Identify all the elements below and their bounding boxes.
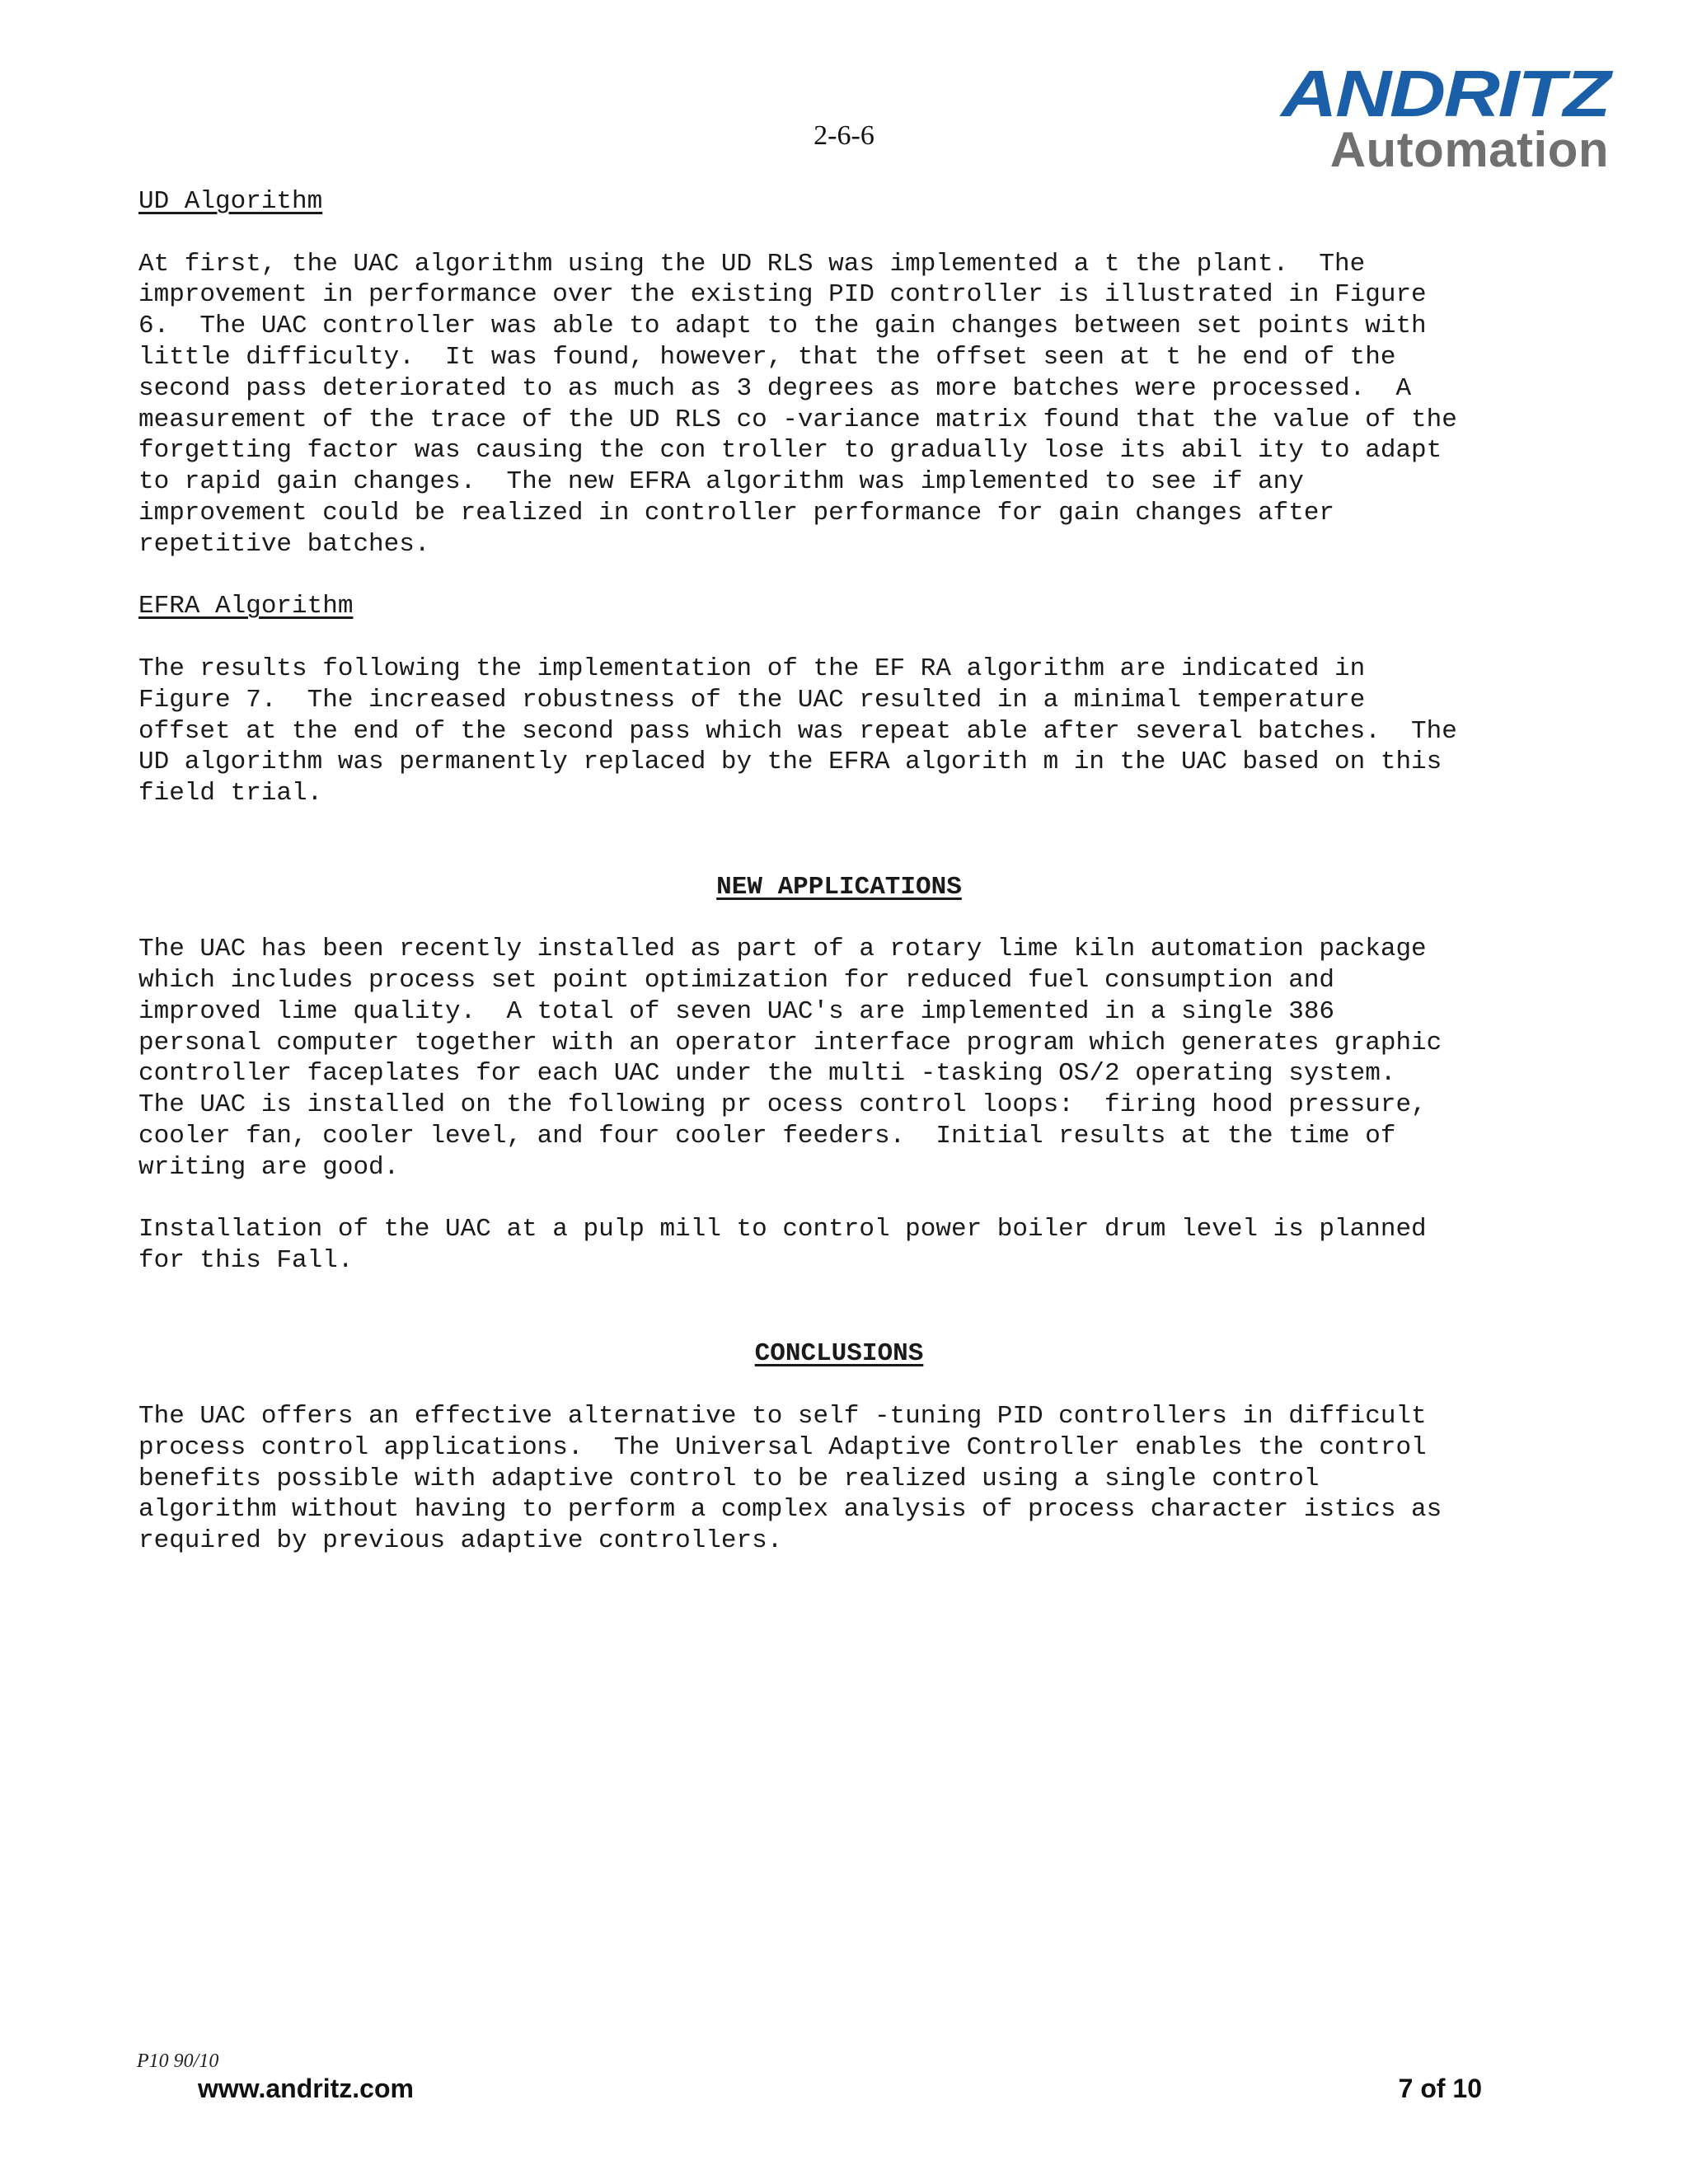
text-line: cooler fan, cooler level, and four cooler feeders. Initial results at the time of <box>138 1121 1396 1151</box>
andritz-logo <box>1281 57 1609 177</box>
text-line: which includes process set point optimization for reduced fuel consumption and <box>138 965 1335 995</box>
text-line: writing are good. <box>138 1152 400 1182</box>
text-line: controller faceplates for each UAC under the multi -tasking OS/2 operating system. <box>138 1059 1396 1089</box>
new-applications-paragraph-2 <box>138 1214 1556 1277</box>
efra-algorithm-paragraph <box>138 654 1556 809</box>
text-line: second pass deteriorated to as much as 3 degrees as more batches were processed. A <box>138 373 1412 403</box>
text-line: improvement in performance over the existing PID controller is illustrated in Figure <box>138 280 1427 310</box>
text-line: The UAC is installed on the following pr ocess control loops: firing hood pressure, <box>138 1090 1427 1120</box>
efra-algorithm-heading: EFRA Algorithm <box>138 592 354 621</box>
conclusions-paragraph <box>138 1401 1556 1557</box>
footer-website-link[interactable]: www.andritz.com <box>198 2074 414 2103</box>
text-line: measurement of the trace of the UD RLS co -variance matrix found that the value of the <box>138 405 1457 434</box>
text-line: improvement could be realized in controller performance for gain changes after <box>138 498 1335 527</box>
text-line: UD algorithm was permanently replaced by the EFRA algorith m in the UAC based on this <box>138 748 1442 777</box>
text-line: required by previous adaptive controllers. <box>138 1526 783 1556</box>
conclusions-heading: CONCLUSIONS <box>754 1339 924 1369</box>
logo-sub: Automation <box>1329 122 1609 177</box>
text-line: to rapid gain changes. The new EFRA algorithm was implemented to see if any <box>138 467 1304 497</box>
new-applications-paragraph-1 <box>138 934 1556 1183</box>
footer-document-code: P10 90/10 <box>137 2050 219 2072</box>
text-line: personal computer together with an operator interface program which generates graphic <box>138 1028 1442 1057</box>
text-line: benefits possible with adaptive control to be realized using a single control <box>138 1464 1320 1493</box>
text-line: field trial. <box>138 779 323 808</box>
text-line: little difficulty. It was found, however, that the offset seen at t he end of the <box>138 342 1396 372</box>
text-line: improved lime quality. A total of seven UAC's are implemented in a single 386 <box>138 996 1335 1026</box>
text-line: The UAC has been recently installed as part of a rotary lime kiln automation package <box>138 935 1427 964</box>
new-applications-heading: NEW APPLICATIONS <box>716 872 962 902</box>
text-line: for this Fall. <box>138 1246 354 1276</box>
text-line: 6. The UAC controller was able to adapt to the gain changes between set points with <box>138 312 1427 341</box>
text-line: repetitive batches. <box>138 529 430 559</box>
ud-algorithm-paragraph <box>138 249 1556 560</box>
footer-page-count: 7 of 10 <box>1398 2074 1482 2103</box>
text-line: Installation of the UAC at a pulp mill to control power boiler drum level is planned <box>138 1215 1427 1244</box>
page-number: 2-6-6 <box>814 120 874 151</box>
logo-brand: ANDRITZ <box>1281 57 1609 130</box>
text-line: forgetting factor was causing the con troller to gradually lose its abil ity to adapt <box>138 436 1442 466</box>
text-line: At first, the UAC algorithm using the UD RLS was implemented a t the plant. The <box>138 249 1366 279</box>
text-line: The results following the implementation of the EF RA algorithm are indicated in <box>138 654 1366 683</box>
ud-algorithm-heading: UD Algorithm <box>138 187 323 216</box>
text-line: Figure 7. The increased robustness of the UAC resulted in a minimal temperature <box>138 685 1366 715</box>
text-line: offset at the end of the second pass which was repeat able after several batches. The <box>138 716 1457 746</box>
text-line: algorithm without having to perform a complex analysis of process character istics as <box>138 1495 1442 1525</box>
text-line: process control applications. The Universal Adaptive Controller enables the control <box>138 1432 1427 1462</box>
text-line: The UAC offers an effective alternative to self -tuning PID controllers in difficult <box>138 1402 1427 1432</box>
document-body <box>138 186 1556 1557</box>
